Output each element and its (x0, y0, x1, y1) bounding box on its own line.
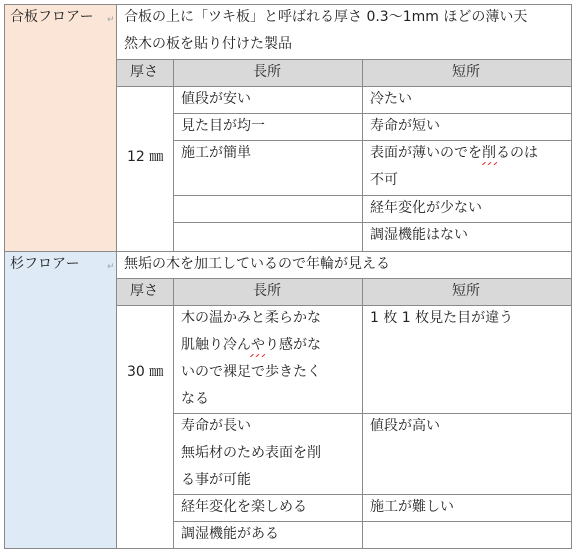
plywood-name: 合板フロアー (10, 9, 94, 25)
cedar-header-cons: 短所 (452, 283, 480, 299)
cedar-pros-item: 無垢材のため表面を削 (181, 445, 321, 461)
cedar-name-cell (4, 251, 116, 549)
plywood-header-row (116, 59, 571, 86)
plywood-pros-item: 値段が安い (181, 91, 251, 107)
cedar-header-pros: 長所 (253, 283, 281, 299)
plywood-description-line: 然木の板を貼り付けた製品 (124, 36, 292, 52)
cedar-pros-item: なる (181, 391, 209, 407)
plywood-pros-item: 見た目が均一 (181, 118, 265, 134)
return-mark-icon: ↵ (107, 15, 115, 25)
cedar-pros-item: る事が可能 (181, 472, 251, 488)
return-mark-icon: ↵ (107, 262, 115, 272)
cedar-pros-item: 経年変化を楽しめる (181, 499, 307, 515)
cedar-pros-item: 木の温かみと柔らかな (181, 310, 321, 326)
plywood-cons-item: 表面が薄いのでを削るのは (370, 145, 538, 161)
plywood-description-line: 合板の上に「ツキ板」と呼ばれる厚さ 0.3～1mm ほどの薄い天 (124, 9, 528, 25)
cedar-cons-item: 施工が難しい (370, 499, 454, 515)
cedar-pros-item: いので裸足で歩きたく (181, 364, 321, 380)
cedar-header-thickness: 厚さ (130, 283, 158, 299)
plywood-cons-item: 寿命が短い (370, 118, 440, 134)
plywood-cons-item: 冷たい (370, 91, 412, 107)
cedar-pros-item: 肌触り冷んやり感がな (181, 337, 321, 353)
plywood-thickness: 12 ㎜ (127, 149, 164, 165)
cedar-description-line: 無垢の木を加工しているので年輪が見える (124, 256, 390, 272)
plywood-pros-item: 施工が簡単 (181, 145, 251, 161)
spellcheck-underline (250, 354, 265, 357)
cedar-pros-item: 調湿機能がある (181, 526, 279, 542)
plywood-cons-item: 調湿機能はない (370, 227, 468, 243)
cedar-cons-item: 1 枚 1 枚見た目が違う (370, 310, 514, 326)
cedar-thickness: 30 ㎜ (127, 364, 164, 380)
spellcheck-underline (482, 162, 497, 165)
plywood-header-thickness: 厚さ (130, 64, 158, 80)
plywood-name-cell (4, 4, 116, 251)
plywood-header-cons: 短所 (452, 64, 480, 80)
cedar-cons-item: 値段が高い (370, 418, 440, 434)
cedar-header-row (116, 278, 571, 305)
cedar-pros-item: 寿命が長い (181, 418, 251, 434)
plywood-cons-item: 経年変化が少ない (370, 200, 482, 216)
plywood-header-pros: 長所 (253, 64, 281, 80)
cedar-name: 杉フロアー (10, 256, 80, 272)
plywood-cons-item: 不可 (370, 172, 398, 188)
